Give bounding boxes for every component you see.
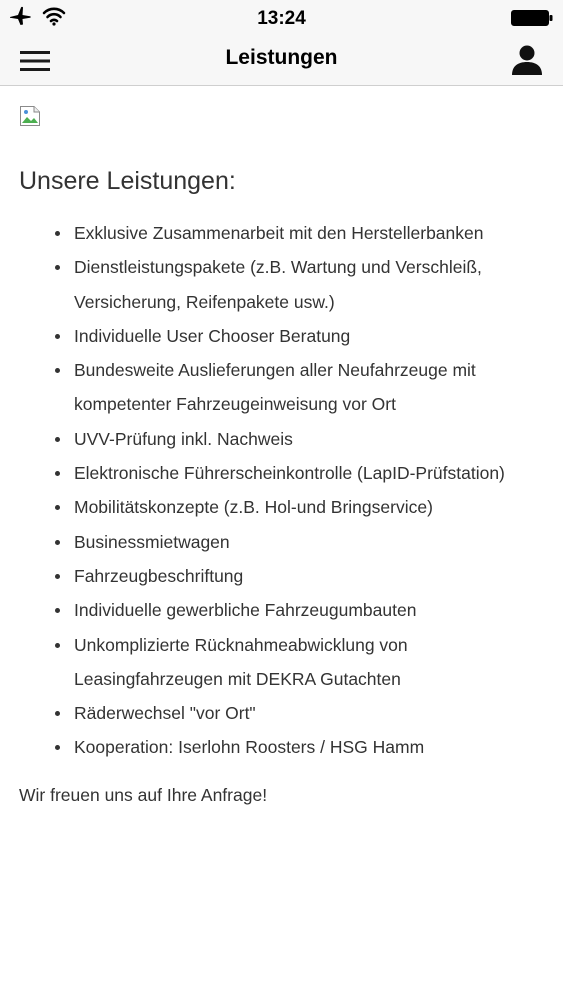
status-time: 13:24 xyxy=(257,8,306,29)
user-profile-icon xyxy=(511,44,543,76)
list-item: Exklusive Zusammenarbeit mit den Herstellerbanken xyxy=(55,216,544,250)
list-item: Individuelle gewerbliche Fahrzeugumbauten xyxy=(55,593,544,627)
section-heading: Unsere Leistungen: xyxy=(19,167,236,195)
list-item: Elektronische Führerscheinkontrolle (LapID-Prüfstation) xyxy=(55,456,544,490)
page-title: Leistungen xyxy=(225,46,338,69)
status-bar xyxy=(0,0,563,36)
list-item: UVV-Prüfung inkl. Nachweis xyxy=(55,422,544,456)
list-item: Fahrzeugbeschriftung xyxy=(55,559,544,593)
list-item: Dienstleistungspakete (z.B. Wartung und Verschleiß, Versicherung, Reifenpakete usw.) xyxy=(55,250,544,319)
list-item: Bundesweite Auslieferungen aller Neufahrzeuge mit kompetenter Fahrzeugeinweisung vor Ort xyxy=(55,353,544,422)
broken-image-icon xyxy=(19,105,41,127)
list-item: Unkomplizierte Rücknahmeabwicklung von Leasingfahrzeugen mit DEKRA Gutachten xyxy=(55,628,544,697)
list-item: Kooperation: Iserlohn Roosters / HSG Hamm xyxy=(55,730,544,764)
list-item: Mobilitätskonzepte (z.B. Hol-und Bringservice) xyxy=(55,490,544,524)
services-list xyxy=(19,216,544,765)
content-area xyxy=(0,87,563,806)
user-profile-button[interactable] xyxy=(509,40,545,80)
list-item: Räderwechsel "vor Ort" xyxy=(55,696,544,730)
list-item: Businessmietwagen xyxy=(55,525,544,559)
navigation-bar xyxy=(0,36,563,86)
list-item: Individuelle User Chooser Beratung xyxy=(55,319,544,353)
battery-icon xyxy=(511,10,553,26)
closing-text: Wir freuen uns auf Ihre Anfrage! xyxy=(19,784,268,805)
